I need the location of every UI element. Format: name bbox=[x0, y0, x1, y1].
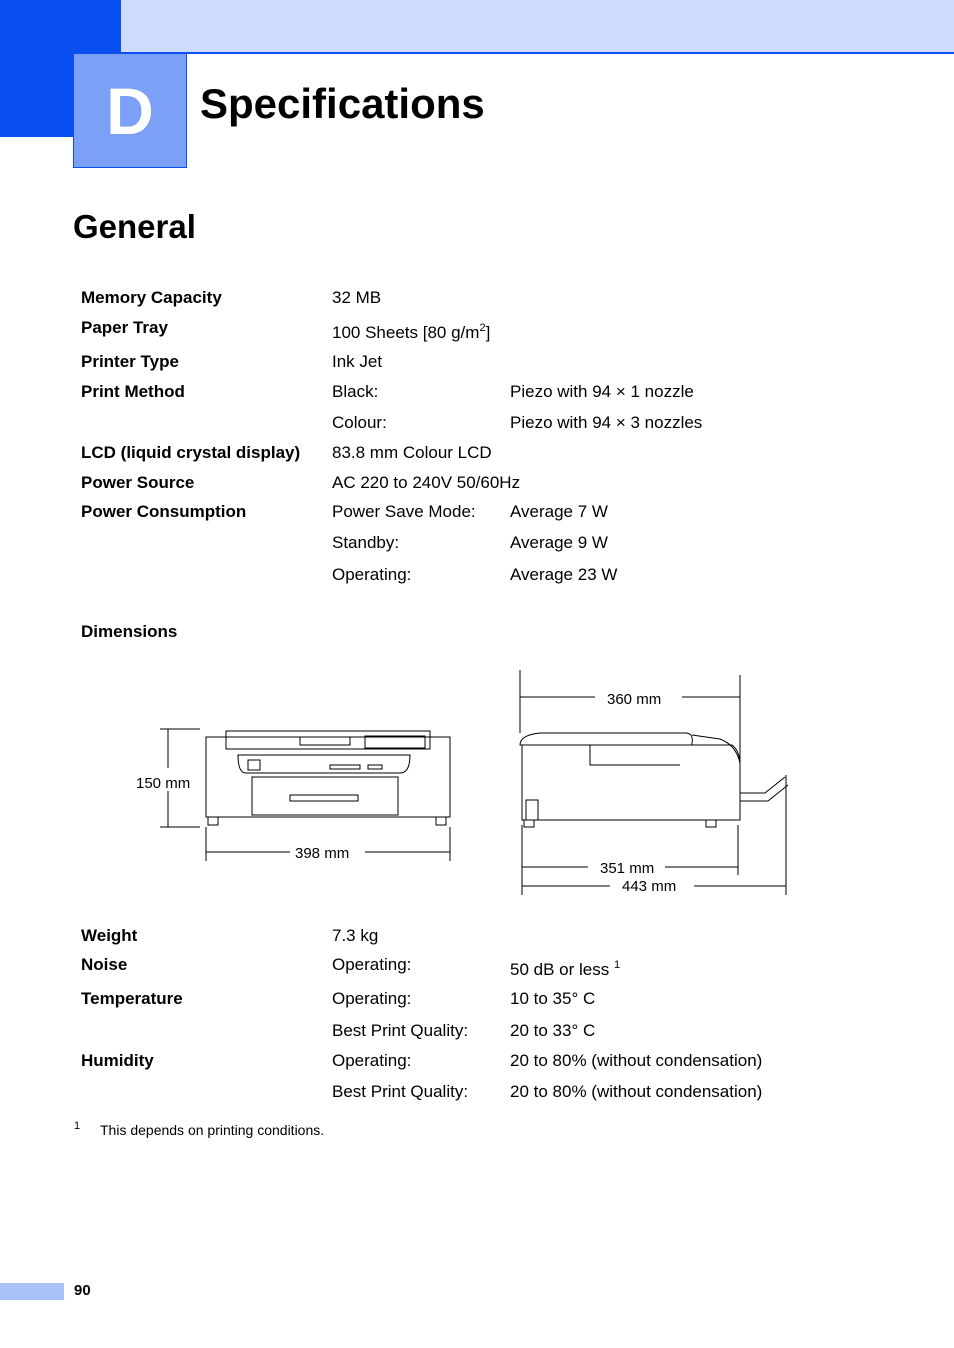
depth-total-dimension-label: 443 mm bbox=[622, 878, 677, 895]
page-number-bar bbox=[0, 1283, 64, 1300]
memory-value: 32 MB bbox=[332, 288, 382, 307]
temperature-op-value: 10 to 35° C bbox=[510, 989, 596, 1008]
humidity-op-label: Operating: bbox=[332, 1051, 412, 1070]
power-save-label: Power Save Mode: bbox=[332, 502, 476, 521]
power-save-value: Average 7 W bbox=[510, 502, 608, 521]
noise-sub-label: Operating: bbox=[332, 955, 412, 974]
noise-value bbox=[510, 959, 620, 981]
temperature-op-label: Operating: bbox=[332, 989, 412, 1008]
humidity-op-value: 20 to 80% (without condensation) bbox=[510, 1051, 763, 1070]
height-dimension-label: 150 mm bbox=[136, 775, 191, 792]
temperature-best-label: Best Print Quality: bbox=[332, 1021, 469, 1040]
noise-label: Noise bbox=[81, 955, 128, 974]
humidity-label: Humidity bbox=[81, 1051, 154, 1070]
chapter-title: Specifications bbox=[200, 80, 485, 127]
paper-tray-sup: 2 bbox=[479, 322, 486, 334]
weight-label: Weight bbox=[81, 926, 138, 945]
section-title: General bbox=[73, 208, 196, 245]
power-operating-value: Average 23 W bbox=[510, 565, 618, 584]
print-method-colour-label: Colour: bbox=[332, 413, 387, 432]
print-method-black-value: Piezo with 94 × 1 nozzle bbox=[510, 382, 694, 401]
footnote-text: This depends on printing conditions. bbox=[100, 1122, 325, 1138]
paper-tray-text: 100 Sheets [80 g/m bbox=[332, 323, 480, 342]
power-source-value: AC 220 to 240V 50/60Hz bbox=[332, 473, 521, 492]
humidity-best-value: 20 to 80% (without condensation) bbox=[510, 1082, 763, 1101]
power-standby-label: Standby: bbox=[332, 533, 400, 552]
memory-label: Memory Capacity bbox=[81, 288, 222, 307]
temperature-label: Temperature bbox=[81, 989, 183, 1008]
front-view-printer bbox=[206, 731, 450, 825]
lcd-value: 83.8 mm Colour LCD bbox=[332, 443, 492, 462]
weight-value: 7.3 kg bbox=[332, 926, 379, 945]
lcd-label: LCD (liquid crystal display) bbox=[81, 443, 301, 462]
paper-tray-end: ] bbox=[485, 323, 491, 342]
printer-type-label: Printer Type bbox=[81, 352, 179, 371]
print-method-colour-value: Piezo with 94 × 3 nozzles bbox=[510, 413, 703, 432]
print-method-label: Print Method bbox=[81, 382, 185, 401]
dimensions-label: Dimensions bbox=[81, 622, 178, 641]
width-dimension-label: 398 mm bbox=[295, 845, 350, 862]
paper-tray-label: Paper Tray bbox=[81, 318, 168, 337]
power-consumption-label: Power Consumption bbox=[81, 502, 247, 521]
chapter-header-bar bbox=[121, 0, 954, 54]
humidity-best-label: Best Print Quality: bbox=[332, 1082, 469, 1101]
paper-tray-value bbox=[332, 322, 490, 344]
depth-base-dimension-label: 351 mm bbox=[600, 860, 655, 877]
noise-footnote-ref: 1 bbox=[613, 959, 621, 971]
depth-top-dimension-label: 360 mm bbox=[607, 691, 662, 708]
page-number: 90 bbox=[74, 1282, 91, 1299]
temperature-best-value: 20 to 33° C bbox=[510, 1021, 596, 1040]
footnote-number: 1 bbox=[74, 1120, 81, 1132]
side-view-printer bbox=[520, 733, 788, 827]
chapter-letter: D bbox=[73, 53, 187, 168]
power-source-label: Power Source bbox=[81, 473, 195, 492]
power-operating-label: Operating: bbox=[332, 565, 412, 584]
printer-type-value: Ink Jet bbox=[332, 352, 383, 371]
noise-value-text: 50 dB or less bbox=[510, 960, 610, 979]
dimensions-diagram bbox=[120, 665, 800, 900]
print-method-black-label: Black: bbox=[332, 382, 379, 401]
power-standby-value: Average 9 W bbox=[510, 533, 608, 552]
